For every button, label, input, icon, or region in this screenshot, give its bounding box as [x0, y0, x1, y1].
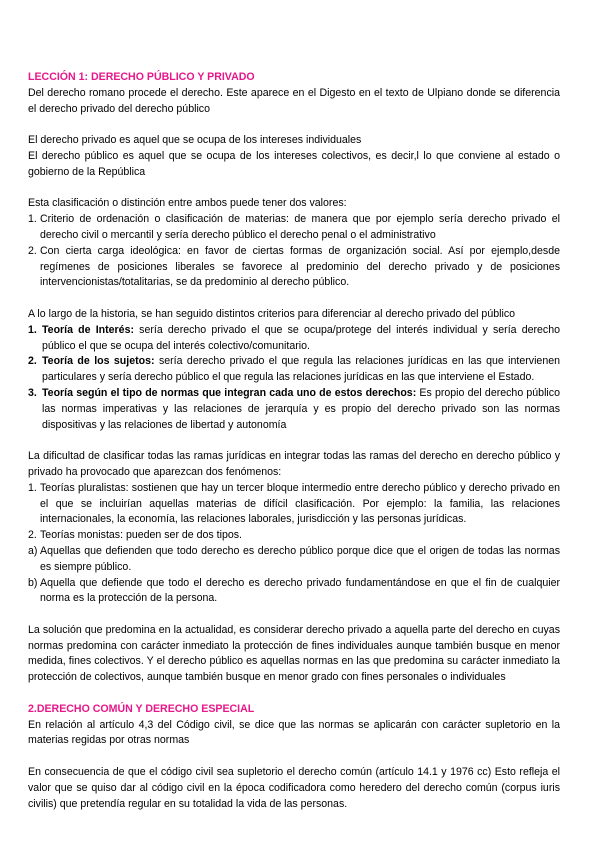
solution-paragraph: La solución que predomina en la actualidad, es considerar derecho privado a aquella parte del derecho en cuyas normas predomina con carácter inmediato la protección de fines individuales aunque también busque en menor medida, fines colectivos. Y el derecho público es aquellas normas en las que predomina su carácter inmediato la protección de colectivos, aunque también busque en menor grado con fines personales o individuales [28, 623, 560, 684]
criterion-text: sería derecho privado el que regula las relaciones jurídicas en las que intervienen particulares y sería derecho público el que regula las relaciones jurídicas en las que interviene el Estado. [42, 355, 560, 384]
list-marker: 2. [28, 529, 37, 542]
list-marker: 2. [28, 244, 37, 257]
list-marker: 2. [28, 355, 37, 368]
section2-title: 2.DERECHO COMÚN Y DERECHO ESPECIAL [28, 702, 255, 715]
criteria-intro: A lo largo de la historia, se han seguido distintos criterios para diferenciar al derecho privado del público [28, 307, 516, 320]
criterion-text: sería derecho privado el que se ocupa/protege del interés individual y sería derecho público el que se ocupa del interés colectivo/comunitario. [42, 323, 560, 352]
list-item-text: Aquellas que defienden que todo derecho es derecho público porque dice que el origen de todas las normas es siempre público. [40, 544, 560, 573]
list-marker: 1. [28, 481, 37, 494]
list-item [28, 576, 560, 608]
list-item [28, 528, 560, 544]
list-item-text: Teorías pluralistas: sostienen que hay un tercer bloque intermedio entre derecho público y derecho privado en el que se incluirían aquellas materias de difícil clasificación. Por ejemplo: la familia, las relaciones internacionales, la economía, las relaciones laborales, jurisdicción y las personas jurídicas. [40, 481, 560, 526]
values-intro: Esta clasificación o distinción entre ambos puede tener dos valores: [28, 197, 347, 210]
criterion-term: Teoría de los sujetos: [42, 355, 155, 368]
spacer [28, 686, 560, 702]
list-item-text: Teorías monistas: pueden ser de dos tipos. [40, 529, 242, 542]
spacer [28, 433, 560, 449]
section2-paragraph-1: En relación al artículo 4,3 del Código civil, se dice que las normas se aplicarán con carácter supletorio en la materias regidas por otras normas [28, 718, 560, 747]
spacer [28, 291, 560, 307]
section2-paragraph-2: En consecuencia de que el código civil sea supletorio el derecho común (artículo 14.1 y 1976 cc) Esto refleja el valor que se quiso dar al código civil en la época codificadora como heredero del derecho común (corpus iuris civilis) que pretendía regular en su totalidad la vida de las personas. [28, 766, 560, 810]
list-item-text: Aquella que defiende que todo el derecho es derecho privado fundamentándose en que el fin de cualquier norma es la protección de la persona. [40, 576, 560, 605]
list-item [28, 323, 560, 355]
list-item [28, 212, 560, 244]
spacer [28, 117, 560, 133]
section1-title: LECCIÓN 1: DERECHO PÚBLICO Y PRIVADO [28, 71, 255, 83]
list-item-text: Con cierta carga ideológica: en favor de ciertas formas de organización social. Así por ejemplo,desde regímenes de posiciones liberales se favorece al predominio del derecho privado y de posiciones intervencionistas/totalitarias, se da predominio al derecho público. [40, 244, 560, 289]
list-marker: b) [28, 576, 38, 589]
def-public-paragraph: El derecho público es aquel que se ocupa de los intereses colectivos, es decir,l lo que conviene al estado o gobierno de la República [28, 149, 560, 178]
list-item [28, 544, 560, 576]
list-marker: 1. [28, 323, 37, 336]
intro-paragraph: Del derecho romano procede el derecho. Este aparece en el Digesto en el texto de Ulpiano donde se diferencia el derecho privado del derecho público [28, 86, 560, 115]
criterion-text: Es propio del derecho público las normas imperativas y las relaciones de jerarquía y es propio del derecho privado son las normas dispositivas y las relaciones de libertad y autonomía [42, 386, 560, 431]
values-list [28, 212, 560, 291]
list-marker: 3. [28, 386, 37, 399]
criteria-list [28, 323, 560, 434]
list-item-text: Criterio de ordenación o clasificación de materias: de manera que por ejemplo sería derecho privado el derecho civil o mercantil y sería derecho público el derecho penal o el administrativo [40, 213, 560, 241]
phenomena-list [28, 481, 560, 607]
spacer [28, 181, 560, 197]
list-item [28, 354, 560, 386]
list-marker: a) [28, 544, 38, 557]
difficulty-intro: La dificultad de clasificar todas las ramas jurídicas en integrar todas las ramas del derecho en derecho público y privado ha provocado que aparezcan dos fenómenos: [28, 450, 560, 478]
criterion-term: Teoría según el tipo de normas que integran cada uno de estos derechos: [42, 386, 417, 399]
list-item [28, 386, 560, 433]
criterion-term: Teoría de Interés: [42, 323, 134, 336]
spacer [28, 749, 560, 765]
list-item [28, 481, 560, 528]
def-private-paragraph: El derecho privado es aquel que se ocupa de los intereses individuales [28, 134, 362, 147]
spacer [28, 607, 560, 623]
list-item [28, 244, 560, 291]
list-marker: 1. [28, 213, 37, 226]
